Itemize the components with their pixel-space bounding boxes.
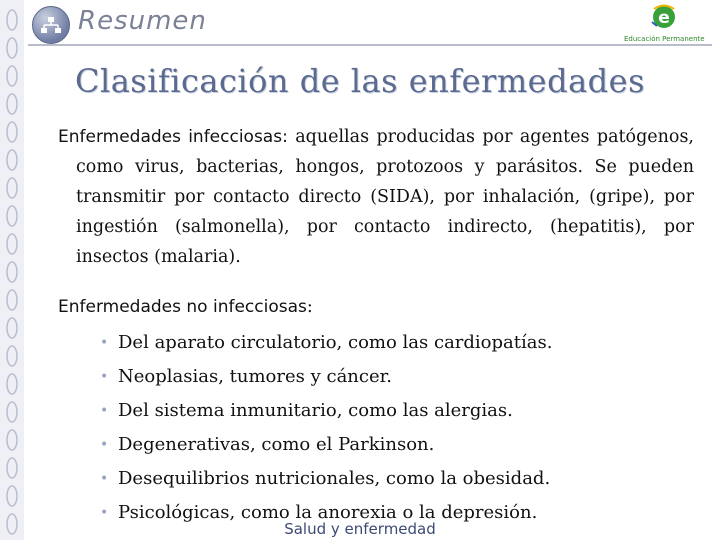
list-item-text: Desequilibrios nutricionales, como la obesidad.	[118, 468, 551, 489]
bullet-icon: •	[100, 369, 109, 385]
list-item-text: Del aparato circulatorio, como las cardiopatías.	[118, 332, 553, 353]
hierarchy-logo-icon	[32, 6, 70, 44]
list-item-text: Neoplasias, tumores y cáncer.	[118, 366, 392, 387]
no-infecciosas-section	[58, 292, 694, 530]
svg-text:e: e	[658, 8, 670, 28]
bullet-icon: •	[100, 471, 109, 487]
slide-title: Clasificación de las enfermedades	[74, 62, 646, 100]
header-title: Resumen	[78, 6, 207, 36]
infecciosas-text: aquellas producidas por agentes patógenos, como virus, bacterias, hongos, protozoos y parásitos. Se pueden transmitir por contacto directo (SIDA), por inhalación, (gripe), por ingestión (salmonella), por contacto indirecto, (hepatitis), por insectos (malaria).	[76, 127, 694, 267]
footer-text: Salud y enfermedad	[284, 520, 436, 538]
list-item	[58, 428, 694, 462]
infecciosas-term: Enfermedades infecciosas:	[58, 127, 288, 147]
infecciosas-paragraph	[58, 122, 694, 272]
brand-text: Educación Permanente	[624, 35, 705, 43]
list-item	[58, 360, 694, 394]
bullet-icon: •	[100, 335, 109, 351]
list-item-text: Del sistema inmunitario, como las alergias.	[118, 400, 513, 421]
list-item	[58, 326, 694, 360]
educacion-permanente-logo-icon	[649, 4, 679, 30]
no-infecciosas-list	[58, 326, 694, 530]
bullet-icon: •	[100, 437, 109, 453]
list-item	[58, 462, 694, 496]
bullet-icon: •	[100, 505, 109, 521]
no-infecciosas-term: Enfermedades no infecciosas	[58, 297, 307, 317]
list-item-text: Psicológicas, como la anorexia o la depresión.	[118, 502, 538, 523]
no-infecciosas-colon: :	[306, 297, 313, 317]
header-bar	[28, 2, 712, 46]
list-item	[58, 394, 694, 428]
no-infecciosas-heading	[58, 292, 694, 322]
brand-logo	[624, 4, 704, 44]
bullet-icon: •	[100, 403, 109, 419]
list-item-text: Degenerativas, como el Parkinson.	[118, 434, 435, 455]
slide-content	[58, 122, 694, 530]
